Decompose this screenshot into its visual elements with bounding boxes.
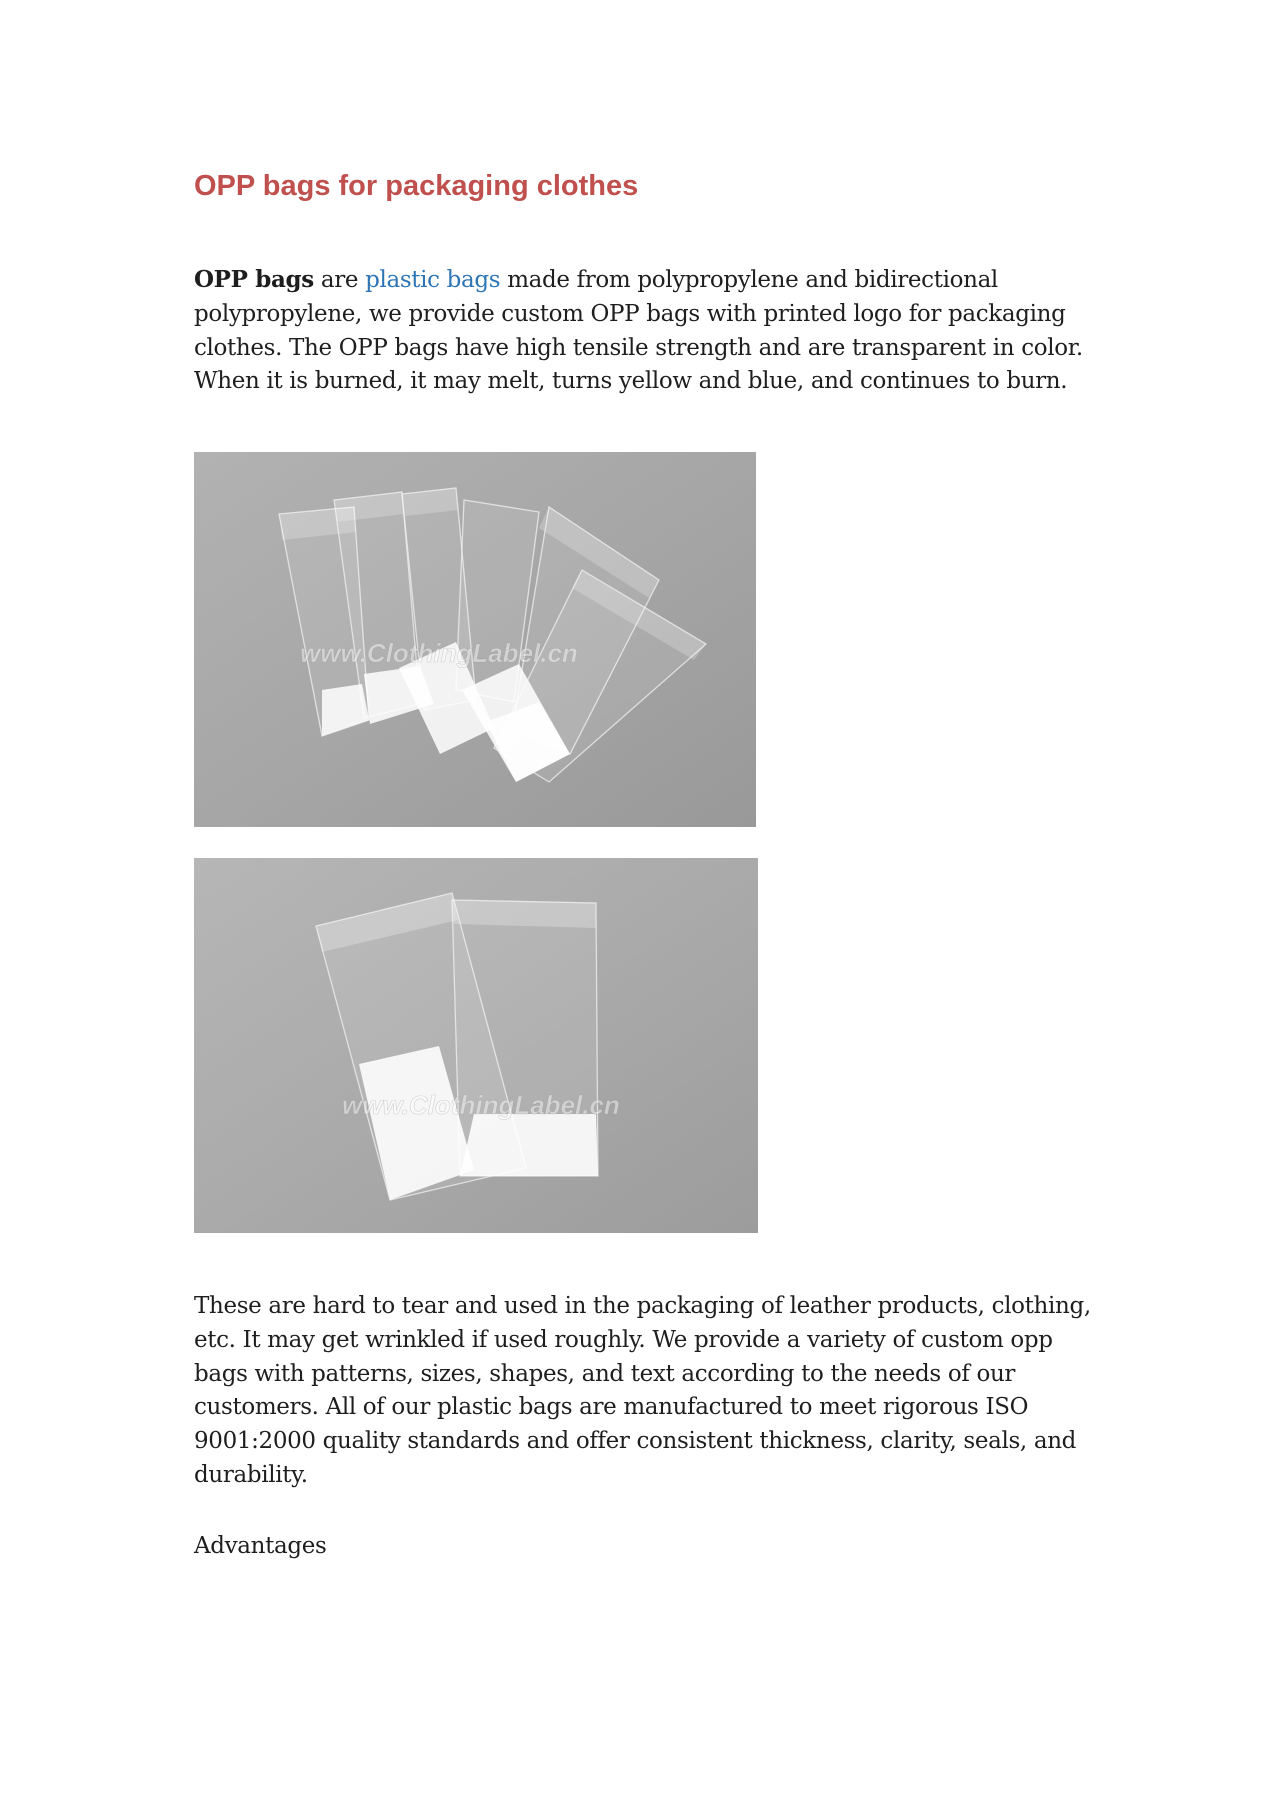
plastic-bags-link[interactable]: plastic bags [365, 267, 501, 293]
watermark-text-1: www.ClothingLabel.cn [300, 638, 578, 668]
intro-line-1 [194, 263, 1094, 298]
product-photo-stacked-bags [194, 858, 758, 1233]
word-are: are [320, 267, 359, 293]
body-line-6: durability. [194, 1461, 308, 1488]
body-line-1: These are hard to tear and used in the packaging of leather products, clothing, [194, 1293, 1091, 1319]
intro-line-4: When it is burned, it may melt, turns yellow and blue, and continues to burn. [194, 368, 1068, 395]
watermark-text-2: www.ClothingLabel.cn [342, 1090, 620, 1120]
section-heading-advantages: Advantages [194, 1533, 327, 1559]
body-line-4: customers. All of our plastic bags are manufactured to meet rigorous ISO [194, 1394, 1029, 1421]
intro-paragraph [194, 263, 1094, 399]
intro-line-1-rest: made from polypropylene and bidirectional [507, 267, 998, 293]
intro-line-3: clothes. The OPP bags have high tensile strength and are transparent in color. [194, 334, 1083, 361]
page-title: OPP bags for packaging clothes [194, 170, 639, 202]
body-line-5: 9001:2000 quality standards and offer consistent thickness, clarity, seals, and [194, 1428, 1077, 1455]
body-line-3: bags with patterns, sizes, shapes, and text according to the needs of our [194, 1360, 1016, 1387]
bold-term: OPP bags [194, 266, 314, 293]
intro-line-2: polypropylene, we provide custom OPP bags with printed logo for packaging [194, 300, 1066, 327]
product-photo-fanned-bags [194, 452, 756, 827]
body-line-2: etc. It may get wrinkled if used roughly. We provide a variety of custom opp [194, 1326, 1053, 1353]
body-paragraph [194, 1290, 1094, 1493]
